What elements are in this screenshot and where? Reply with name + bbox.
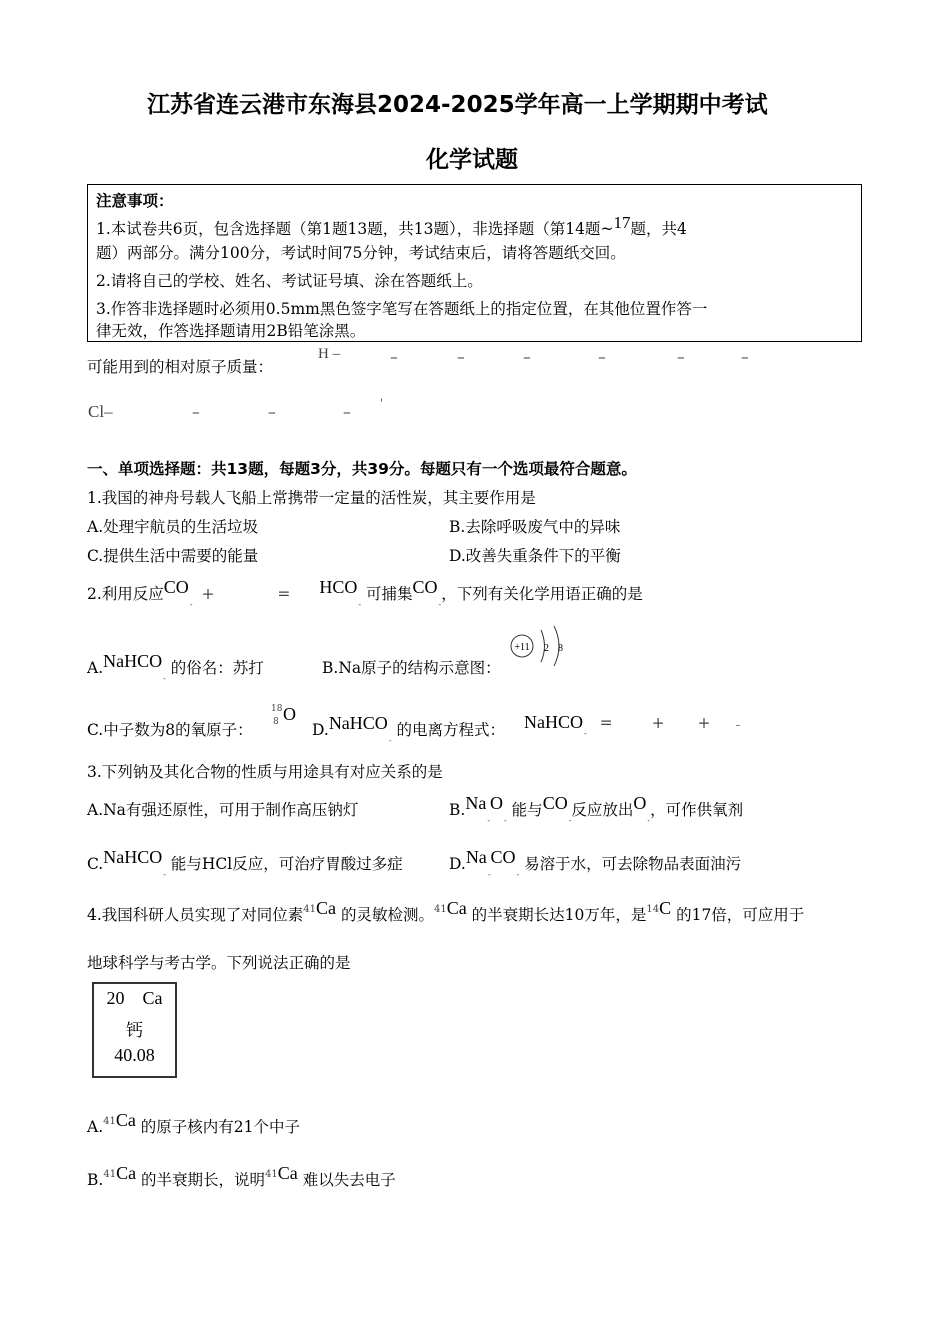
q1-option-c: C.提供生活中需要的能量: [87, 547, 259, 565]
atomic-mass-dash: –: [598, 348, 606, 366]
atomic-mass-h: H –: [318, 346, 341, 362]
q2-option-a: A.NaHCO$_-$ 的俗名：苏打: [87, 651, 264, 683]
notice-line-4: 3.作答非选择题时必须用0.5mm黑色签字笔写在答题纸上的指定位置，在其他位置作答一: [96, 300, 708, 318]
nucleus-label: +11: [514, 642, 530, 653]
atomic-mass-dash: –: [523, 348, 531, 366]
q1-option-d: D.改善失重条件下的平衡: [449, 547, 621, 565]
q3-option-d: $D.Na_-CO_-$ 易溶于水，可去除物品表面油污: [449, 847, 742, 879]
notice-line-3: 2.请将自己的学校、姓名、考试证号填、涂在答题纸上。: [96, 272, 483, 290]
element-mass: 40.08: [114, 1045, 155, 1065]
atomic-mass-dash: –: [192, 403, 200, 421]
notice-line-2: 题）两部分。满分100分，考试时间75分钟，考试结束后，请将答题纸交回。: [96, 244, 626, 262]
page-title: 江苏省连云港市东海县2024-2025学年高一上学期期中考试: [147, 92, 768, 118]
notice-heading: 注意事项：: [96, 192, 174, 210]
shell-1-label: 2: [544, 643, 549, 654]
oxygen-isotope-mass: 18: [271, 704, 283, 714]
na-atom-structure-diagram: [508, 622, 572, 668]
page-subtitle: 化学试题: [426, 147, 518, 173]
periodic-element-card: [92, 982, 177, 1078]
element-name: 钙: [126, 1021, 143, 1041]
q2-option-d: D.NaHCO$_-$ 的电离方程式：: [312, 713, 505, 745]
q1-stem: 1.我国的神舟号载人飞船上常携带一定量的活性炭，其主要作用是: [87, 489, 536, 507]
section-heading: 一、单项选择题：共13题，每题3分，共39分。每题只有一个选项最符合题意。: [87, 460, 637, 478]
q4-option-b: B.$^{41}$Ca 的半衰期长，说明$^{41}$Ca 难以失去电子: [87, 1163, 396, 1189]
q3-stem: 3.下列钠及其化合物的性质与用途具有对应关系的是: [87, 763, 443, 781]
atomic-mass-tick: ʹ: [380, 398, 384, 411]
q4-stem-line2: 地球科学与考古学。下列说法正确的是: [87, 954, 351, 972]
q2-stem: 2.利用反应$CO_-$ + = $HCO_-$ 可捕集$CO_-$，下列有关化学用语正确的是: [87, 577, 643, 609]
q2-ionization-equation: NaHCO$_-$ = + + –: [524, 712, 741, 738]
q3-option-a: A.Na有强还原性，可用于制作高压钠灯: [87, 801, 359, 819]
atomic-mass-dash: –: [457, 348, 465, 366]
notice-line-1: 1.本试卷共6页，包含选择题（第1题13题，共13题），非选择题（第14题~17题，共4: [96, 213, 687, 238]
q3-option-c: C.NaHCO$_-$ 能与HCl反应，可治疗胃酸过多症: [87, 847, 403, 879]
q4-option-a: A.$^{41}$Ca 的原子核内有21个中子: [87, 1110, 301, 1136]
atomic-mass-dash: –: [677, 348, 685, 366]
atomic-mass-dash: –: [741, 348, 749, 366]
atomic-mass-cl: Cl–: [88, 402, 113, 421]
shell-2-label: 8: [558, 643, 563, 654]
atomic-mass-label: 可能用到的相对原子质量：: [87, 358, 274, 376]
q3-option-b: $B.Na_-O_-$ 能与$CO_-$反应放出$O_-$，可作供氧剂: [449, 793, 744, 825]
q2-option-b: B.Na原子的结构示意图：: [322, 659, 501, 677]
q1-option-b: B.去除呼吸废气中的异味: [449, 518, 621, 536]
atomic-mass-dash: –: [268, 403, 276, 421]
atomic-mass-dash: –: [343, 403, 351, 421]
notice-line-5: 律无效，作答选择题请用2B铅笔涂黑。: [96, 322, 366, 340]
q1-option-a: A.处理宇航员的生活垃圾: [87, 518, 259, 536]
atomic-mass-dash: –: [390, 348, 398, 366]
q4-stem: 4.我国科研人员实现了对同位素$^{41}$Ca 的灵敏检测。$^{41}$Ca 的半衰期长达10万年，是$^{14}$C 的17倍，可应用于: [87, 898, 805, 924]
q2-option-c: C.中子数为8的氧原子：: [87, 721, 253, 739]
element-header: 20 Ca: [106, 988, 163, 1008]
oxygen-isotope-number: 8: [273, 717, 279, 727]
notice-box: [87, 184, 862, 342]
oxygen-isotope-symbol: O: [283, 704, 296, 724]
